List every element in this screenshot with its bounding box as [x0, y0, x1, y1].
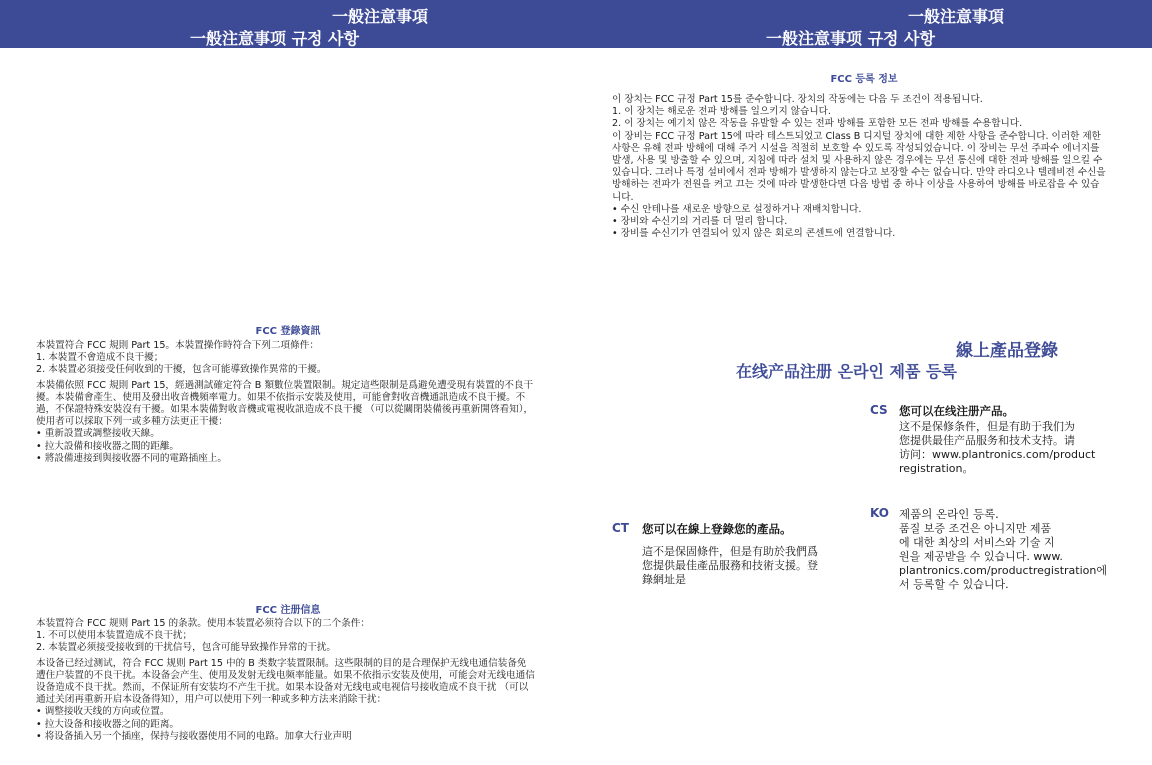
cn-fcc-para-3: 2. 本装置必须接受接收到的干扰信号，包含可能导致操作异常的干扰。: [36, 642, 337, 654]
cn-fcc-bullet-2: • 拉大设备和接收器之间的距离。: [36, 719, 536, 731]
ko-fcc-para-2: 1. 이 장치는 해로운 전파 방해를 일으키지 않습니다.: [612, 106, 831, 118]
ko-line-4: plantronics.com/productregistration에: [899, 564, 1107, 577]
right-page: [576, 0, 1152, 765]
header-title-line2: 一般注意事项 규정 사항: [190, 29, 359, 48]
ct-body: [642, 545, 862, 587]
tw-fcc-bullet-2: • 拉大設備和接收器之間的距離。: [36, 441, 536, 453]
cs-body: [899, 420, 1144, 476]
cs-heading: 您可以在线注册产品。: [899, 404, 1014, 418]
header-title-line1: 一般注意事項: [332, 7, 429, 26]
tw-fcc-para-2: 1. 本裝置不會造成不良干擾；: [36, 352, 164, 364]
cs-line-3: 访问：www.plantronics.com/product: [899, 448, 1096, 461]
lang-code-ko: KO: [870, 506, 889, 520]
cs-line-4: registration。: [899, 462, 974, 475]
ct-heading: 您可以在線上登錄您的產品。: [642, 522, 792, 536]
header-title-line2: 一般注意事项 규정 사항: [766, 29, 935, 48]
ct-line-3: 錄網址是: [642, 573, 686, 586]
ko-fcc-title: FCC 등록 정보: [830, 74, 898, 85]
ko-line-2: 에 대한 최상의 서비스와 기술 지: [899, 536, 1055, 549]
tw-fcc-title: FCC 登錄資訊: [255, 326, 321, 337]
ko-line-3: 원을 제공받을 수 있습니다. www.: [899, 550, 1063, 563]
cn-fcc-para-1: 本装置符合 FCC 规则 Part 15 的条款。使用本装置必须符合以下的二个条件：: [36, 618, 370, 629]
ct-line-2: 您提供最佳產品服務和技術支援。登: [642, 559, 818, 572]
ko-fcc-body: [612, 94, 1108, 240]
ko-heading: 제품의 온라인 등록.: [899, 507, 999, 521]
tw-fcc-para-3: 2. 本裝置必須接受任何收到的干擾，包含可能導致操作異常的干擾。: [36, 364, 327, 376]
ct-line-1: 這不是保固條件，但是有助於我們爲: [642, 545, 818, 558]
ko-fcc-bullet-3: • 장비를 수신기가 연결되어 있지 않은 회로의 콘센트에 연결합니다.: [612, 228, 1108, 240]
cn-fcc-bullet-1: • 调整接收天线的方向或位置。: [36, 706, 536, 718]
ko-line-1: 품질 보증 조건은 아니지만 제품: [899, 522, 1052, 535]
cn-fcc-bullet-3: • 将设备插入另一个插座，保持与接收器使用不同的电路。加拿大行业声明: [36, 731, 536, 743]
header-title-line1: 一般注意事項: [908, 7, 1005, 26]
ko-fcc-para-4: 이 장비는 FCC 규정 Part 15에 따라 테스트되었고 Class B 디지털 장치에 대한 제한 사항을 준수합니다. 이러한 제한 사항은 유해 전파 방해에 대해 주거 시설을 적절히 보호할 수 있도록 작성되었습니다. 이 장비는 무선 주파수 에너지를 발생, 사용 및 방출할 수 있으며, 지침에 따라 설치 및 사용하지 않은 경우에는 무선 통신에 대한 전파 방해를 일으킬 수 있습니다. 그러나 특정 설비에서 전파 방해가 발생하지 않는다고 보장할 수는 없습니다. 만약 라디오나 텔레비전 수신을 방해하는 전파가 전원을 켜고 끄는 것에 따라 발생한다면 다음 방법 중 하나 이상을 사용하여 방해를 바로잡을 수 있습니다.: [612, 130, 1106, 203]
cn-fcc-title: FCC 注册信息: [255, 605, 321, 616]
tw-fcc-para-4: 本裝備依照 FCC 規則 Part 15，經過測試確定符合 B 類數位裝置限制。規定這些限制是爲避免遭受現有裝置的不良干擾。本裝備會產生、使用及發出收音機頻率電力。如果不依指示安裝及使用，可能會對收音機通訊造成不良干擾。不過，不保證特殊安裝沒有干擾。如果本裝備對收音機或電視收訊造成不良干擾 （可以從關閉裝備後再重新開啓看知），使用者可以採取下列一或多種方法更正干擾：: [36, 379, 534, 428]
registration-title-line1: 線上產品登錄: [956, 341, 1058, 361]
ko-fcc-para-1: 이 장치는 FCC 규정 Part 15를 준수합니다. 장치의 작동에는 다음 두 조건이 적용됩니다.: [612, 94, 983, 105]
tw-fcc-para-1: 本裝置符合 FCC 規則 Part 15。本裝置操作時符合下列二項條件：: [36, 340, 319, 351]
cs-line-1: 这不是保修条件，但是有助于我们为: [899, 420, 1075, 433]
cs-line-2: 您提供最佳产品服务和技术支持。请: [899, 434, 1075, 447]
cn-fcc-body: [36, 618, 536, 743]
cn-fcc-para-4: 本设备已经过测试，符合 FCC 规则 Part 15 中的 B 类数字装置限制。这些限制的目的是合理保护无线电通信装备免遭住户装置的不良干扰。本设备会产生、使用及发射无线电频率能量。如果不依指示安装及使用，可能会对无线电通信设备造成不良干扰。然而，不保证所有安装均不产生干扰。如果本设备对无线电或电视信号接收造成不良干扰 （可以通过关闭再重新开启本设备得知），用户可以使用下列一种或多种方法来消除干扰：: [36, 657, 535, 706]
header-banner-left: [0, 0, 576, 48]
lang-code-cs: CS: [870, 403, 888, 417]
ko-fcc-bullet-1: • 수신 안테나를 새로운 방향으로 설정하거나 재배치합니다.: [612, 204, 1108, 216]
tw-fcc-body: [36, 340, 536, 465]
ko-fcc-bullet-2: • 장비와 수신기의 거리를 더 멀리 합니다.: [612, 216, 1108, 228]
header-banner-right: [576, 0, 1152, 48]
cn-fcc-para-2: 1. 不可以使用本装置造成不良干扰；: [36, 630, 193, 642]
ko-fcc-para-3: 2. 이 장치는 예기치 않은 작동을 유발할 수 있는 전파 방해를 포함한 모든 전파 방해를 수용합니다.: [612, 118, 1023, 130]
registration-title-line2: 在线产品注册 온라인 제품 등록: [736, 362, 957, 381]
ko-body: [899, 522, 1144, 592]
ko-line-5: 서 등록할 수 있습니다.: [899, 578, 1009, 591]
lang-code-ct: CT: [612, 521, 629, 535]
tw-fcc-bullet-1: • 重新設置或調整接收天線。: [36, 428, 536, 440]
tw-fcc-bullet-3: • 將設備連接到與接收器不同的電路插座上。: [36, 453, 536, 465]
